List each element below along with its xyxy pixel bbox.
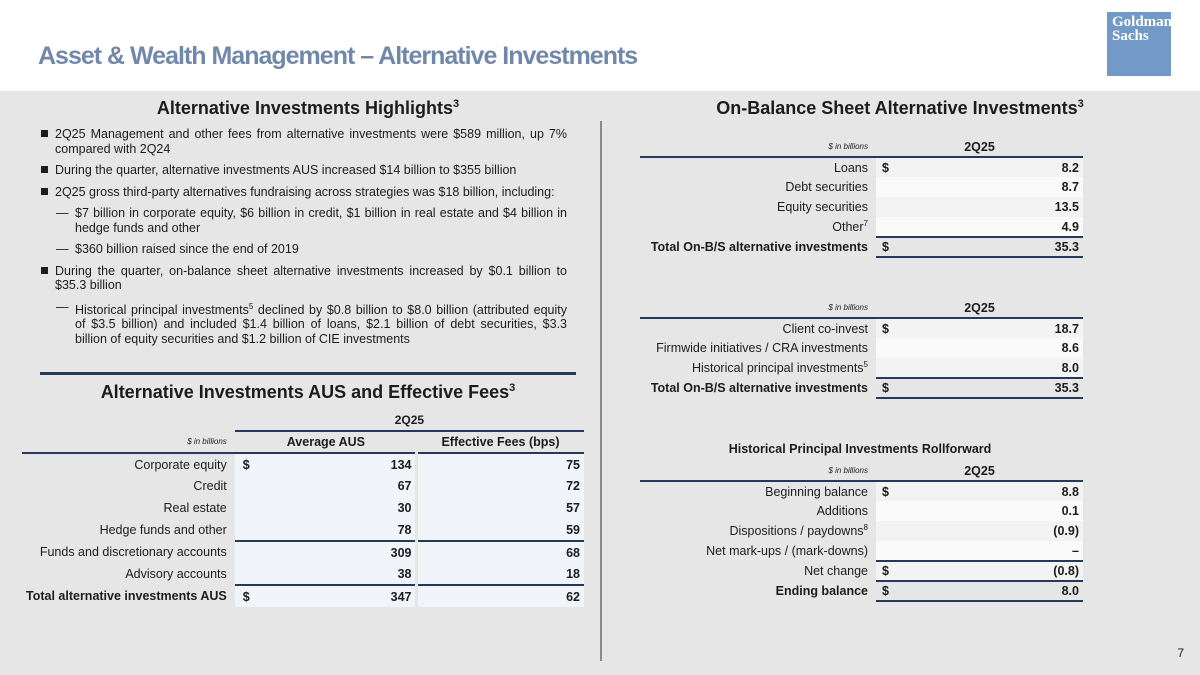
- hpi-text-a: Historical principal investments: [75, 302, 249, 317]
- row-value: 8.8: [892, 481, 1083, 501]
- row-label: [640, 217, 876, 237]
- logo-line-2: Sachs: [1112, 28, 1149, 44]
- row-value: (0.9): [892, 521, 1083, 541]
- row-value: 18.7: [892, 318, 1083, 338]
- row-value: –: [892, 541, 1083, 561]
- highlights-title: [40, 98, 576, 119]
- currency-sign: $: [876, 481, 892, 501]
- row-label: Firmwide initiatives / CRA investments: [656, 341, 868, 355]
- row-label: Net change: [804, 564, 868, 578]
- row-value: (0.8): [892, 561, 1083, 581]
- currency-sign: $: [235, 585, 254, 607]
- row-value: 0.1: [892, 501, 1083, 521]
- row-value: 8.0: [892, 581, 1083, 601]
- period-header: 2Q25: [876, 461, 1083, 481]
- logo-line-1: Goldman: [1112, 14, 1173, 30]
- fee-value: 18: [417, 563, 584, 585]
- footnote-ref: 5: [863, 360, 868, 370]
- row-label: Total On-B/S alternative investments: [650, 381, 868, 395]
- bullet-fundraising: 2Q25 gross third-party alternatives fundraising across strategies was $18 billion, including:: [40, 185, 567, 200]
- onbs-title: [640, 98, 1160, 119]
- table-row: [22, 453, 584, 475]
- aus-value: 78: [254, 519, 417, 541]
- row-label: Total On-B/S alternative investments: [650, 240, 868, 254]
- unit-label: $ in billions: [640, 298, 876, 318]
- highlights-list: [40, 127, 567, 353]
- row-label: Additions: [816, 504, 868, 518]
- table-row: [22, 475, 584, 497]
- row-label: Advisory accounts: [125, 567, 227, 581]
- table-row: [640, 561, 1083, 581]
- rollforward-table: [640, 461, 1083, 602]
- table-row-total: [640, 237, 1083, 257]
- onbs-table-by-type: [640, 137, 1083, 258]
- row-value: 35.3: [892, 378, 1083, 398]
- currency-sign: $: [235, 453, 254, 475]
- unit-label: $ in billions: [22, 431, 235, 453]
- table-row: [640, 197, 1083, 217]
- period-header: 2Q25: [876, 137, 1083, 157]
- currency-sign: $: [876, 157, 892, 177]
- row-label: Credit: [193, 479, 227, 493]
- row-label: Net mark-ups / (mark-downs): [706, 544, 868, 558]
- row-value: 8.2: [892, 157, 1083, 177]
- currency-sign: $: [876, 561, 892, 581]
- footnote-ref: 5: [248, 301, 254, 311]
- hpi-text-b: declined by $0.8 billion to $8.0 billion (attributed equity of $3.5 billion) and included $1.4 billion of loans, $2.1 billion of debt securities, $3.3 billion of equity securities and $1.2 billion of CIE investments: [75, 302, 567, 346]
- aus-title: [40, 382, 576, 403]
- column-divider: [600, 121, 602, 661]
- row-value: 4.9: [892, 217, 1083, 237]
- table-row-total: [22, 585, 584, 607]
- aus-value: 134: [254, 453, 417, 475]
- row-label: Beginning balance: [765, 484, 868, 499]
- table-row: [22, 563, 584, 585]
- row-label: Debt securities: [785, 180, 868, 194]
- row-label: [640, 521, 876, 541]
- currency-sign: $: [876, 318, 892, 338]
- fee-value: 75: [417, 453, 584, 475]
- row-label-text: Dispositions / paydowns: [729, 524, 864, 539]
- row-value: 8.0: [892, 358, 1083, 378]
- row-label: Corporate equity: [134, 457, 227, 472]
- period-header: 2Q25: [876, 298, 1083, 318]
- aus-value: 38: [254, 563, 417, 585]
- footnote-ref: 3: [509, 382, 516, 394]
- table-row-total: [640, 581, 1083, 601]
- table-row: [22, 519, 584, 541]
- row-value: 8.6: [892, 338, 1083, 358]
- footnote-ref: 7: [863, 219, 868, 229]
- aus-value: 67: [254, 475, 417, 497]
- row-label: [640, 358, 876, 378]
- row-value: 13.5: [892, 197, 1083, 217]
- table-row: [640, 521, 1083, 541]
- aus-period-header: 2Q25: [235, 409, 584, 431]
- page-number: 7: [1177, 646, 1184, 660]
- table-row: [22, 497, 584, 519]
- page-title: Asset & Wealth Management – Alternative Investments: [38, 42, 638, 70]
- row-label: Ending balance: [775, 584, 868, 598]
- table-row: [640, 177, 1083, 197]
- bullet-aus: During the quarter, alternative investments AUS increased $14 billion to $355 billion: [40, 163, 567, 178]
- table-row: [640, 358, 1083, 378]
- col-effective-fees: Effective Fees (bps): [417, 431, 584, 453]
- currency-sign: $: [876, 581, 892, 601]
- highlights-title-text: Alternative Investments Highlights: [156, 98, 453, 118]
- bullet-fees: 2Q25 Management and other fees from alternative investments were $589 million, up 7% compared with 2Q24: [40, 127, 567, 156]
- aus-title-text: Alternative Investments AUS and Effective Fees: [100, 382, 510, 402]
- table-row: [22, 541, 584, 563]
- table-row: [640, 481, 1083, 501]
- goldman-sachs-logo: [1107, 12, 1171, 76]
- row-label: Client co-invest: [782, 321, 868, 336]
- row-label: Real estate: [163, 501, 227, 515]
- table-row: [640, 541, 1083, 561]
- row-label: Total alternative investments AUS: [26, 589, 227, 603]
- table-row: [640, 217, 1083, 237]
- table-row: [640, 501, 1083, 521]
- col-average-aus: Average AUS: [235, 431, 417, 453]
- aus-value: 30: [254, 497, 417, 519]
- sub-bullet-hpi: [40, 300, 567, 347]
- fee-value: 59: [417, 519, 584, 541]
- onbs-title-text: On-Balance Sheet Alternative Investments: [716, 98, 1078, 118]
- table-row: [640, 318, 1083, 338]
- row-label: Hedge funds and other: [99, 523, 227, 537]
- table-row: [640, 157, 1083, 177]
- row-label-text: Other: [832, 220, 864, 235]
- row-label: Loans: [833, 160, 868, 175]
- bullet-onbs: During the quarter, on-balance sheet alternative investments increased by $0.1 billion to $35.3 billion: [40, 264, 567, 293]
- row-label-text: Historical principal investments: [691, 361, 864, 376]
- footnote-ref: 3: [1077, 98, 1084, 110]
- aus-table: [22, 409, 584, 607]
- sub-bullet-breakdown: — $7 billion in corporate equity, $6 billion in credit, $1 billion in real estate and $4 billion in hedge funds and other: [40, 206, 567, 235]
- fee-value: 68: [417, 541, 584, 563]
- currency-sign: $: [876, 378, 892, 398]
- table-row-total: [640, 378, 1083, 398]
- aus-value: 309: [254, 541, 417, 563]
- unit-label: $ in billions: [640, 461, 876, 481]
- row-value: 35.3: [892, 237, 1083, 257]
- unit-label: $ in billions: [640, 137, 876, 157]
- fee-value: 72: [417, 475, 584, 497]
- footnote-ref: 8: [863, 523, 868, 533]
- row-value: 8.7: [892, 177, 1083, 197]
- fee-value: 57: [417, 497, 584, 519]
- row-label: Funds and discretionary accounts: [39, 545, 227, 559]
- rollforward-title: Historical Principal Investments Rollforward: [728, 442, 992, 456]
- aus-value: 347: [254, 585, 417, 607]
- section-rule: [40, 372, 576, 375]
- sub-bullet-raised: — $360 billion raised since the end of 2019: [40, 242, 567, 257]
- fee-value: 62: [417, 585, 584, 607]
- row-label: Equity securities: [776, 200, 868, 214]
- footnote-ref: 3: [452, 98, 460, 110]
- onbs-table-by-source: [640, 298, 1083, 399]
- table-row: [640, 338, 1083, 358]
- currency-sign: $: [876, 237, 892, 257]
